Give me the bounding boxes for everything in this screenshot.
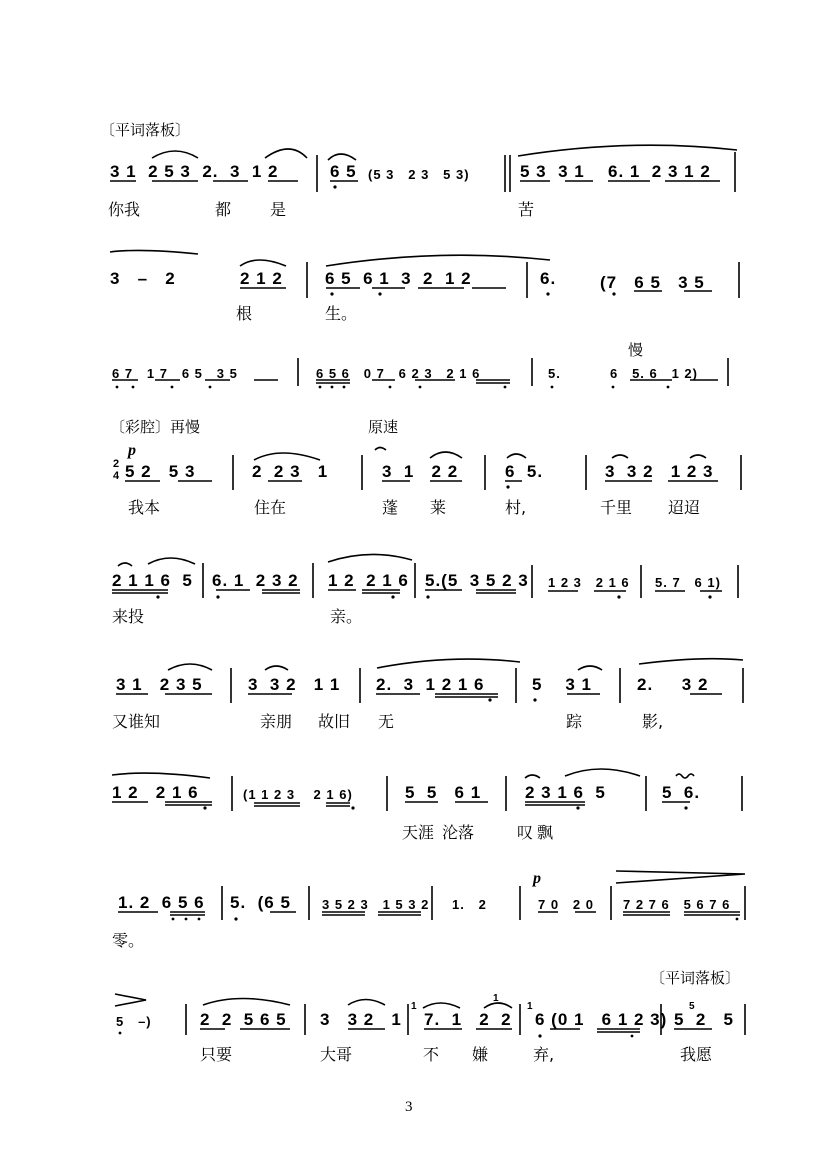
octave-dot <box>533 698 536 701</box>
lyric: 都 <box>215 200 232 219</box>
notes-s5-m3: 1 2 2 1 6 <box>328 571 409 590</box>
notes-s1-m2a: 6 5 <box>330 162 357 181</box>
notes-s2-m3a: 6. <box>540 269 557 288</box>
notes-s5-m1: 2 1 1 6 5 <box>112 571 193 590</box>
slur <box>118 563 132 566</box>
slur <box>328 154 356 160</box>
lyric: 来投 <box>112 607 145 626</box>
octave-dot <box>119 1032 122 1035</box>
slur <box>377 659 520 668</box>
octave-dot <box>351 806 354 809</box>
slur <box>326 255 550 266</box>
lyric: 我本 <box>128 498 161 517</box>
octave-dot <box>203 806 206 809</box>
slur <box>148 558 195 564</box>
notes-s1-m2b: (5 3 2 3 5 3) <box>368 167 470 182</box>
notes-s4-m1: 5 2 5 3 <box>125 462 196 481</box>
lyric: 村, <box>505 498 527 517</box>
slur <box>639 659 743 664</box>
octave-dot <box>319 386 322 389</box>
notes-s5-m6: 5. 7 6 1) <box>655 575 721 590</box>
octave-dot <box>504 386 507 389</box>
notes-s7-m5: 5 6. <box>662 783 701 802</box>
octave-dot <box>667 386 670 389</box>
notes-s6-m2: 3 3 2 1 1 <box>248 675 341 694</box>
notes-s6-m4: 5 3 1 <box>532 675 592 694</box>
dynamic-piano: p <box>533 870 541 887</box>
notes-s5-m4: 5.(5 3 5 2 3 <box>425 571 529 590</box>
octave-dot <box>506 485 509 488</box>
notes-s4-m4: 6 5. <box>505 462 544 481</box>
slur <box>518 145 737 156</box>
notes-s9-m6: 5 2 5 <box>674 1010 734 1029</box>
slur <box>254 453 320 460</box>
slur <box>168 664 212 670</box>
lyric: 你我 <box>108 200 141 219</box>
notes-s2-m1a: 3 – 2 <box>110 269 176 288</box>
lyric: 根 <box>236 304 253 323</box>
time-sig-top: 2 <box>113 458 121 470</box>
octave-dot <box>132 386 135 389</box>
notes-s3-m1: 6 7 1 7 6 5 3 5 <box>112 366 238 381</box>
slur <box>690 455 706 458</box>
octave-dot <box>538 1034 541 1037</box>
time-sig-bottom: 4 <box>113 470 121 482</box>
lyric: 不 <box>423 1045 440 1064</box>
octave-dot <box>209 386 212 389</box>
octave-dot <box>172 918 175 921</box>
slur <box>375 448 386 451</box>
notes-s1-m3b: 6. 1 2 3 1 2 <box>608 162 711 181</box>
notes-s8-m6: 7 2 7 6 5 6 7 6 <box>623 897 731 912</box>
octave-dot <box>391 595 394 598</box>
lyric: 弃, <box>533 1045 555 1064</box>
lyric: 亲朋 <box>260 712 293 731</box>
lyric: 千里 <box>600 498 633 517</box>
section-label-pingci-luoban: 〔平词落板〕 <box>100 121 191 139</box>
lyric: 故旧 <box>318 712 351 731</box>
notes-s6-m3: 2. 3 1 2 1 6 <box>376 675 485 694</box>
notes-s7-m2: (1 1 2 3 2 1 6) <box>243 787 353 802</box>
octave-dot <box>708 595 711 598</box>
grace-note: 1 <box>527 1001 534 1012</box>
slur <box>430 452 462 458</box>
slur <box>265 149 307 158</box>
octave-dot <box>333 185 336 188</box>
notes-s9-m4: 7. 1 2 2 <box>424 1010 512 1029</box>
section-label-caiqiang: 〔彩腔〕再慢 <box>110 418 201 436</box>
trill-mark <box>676 774 694 778</box>
octave-dot <box>330 292 333 295</box>
notes-s3-m3a: 5. <box>548 366 561 381</box>
notes-s5-m2: 6. 1 2 3 2 <box>212 571 299 590</box>
octave-dot <box>684 806 687 809</box>
slur <box>203 999 290 1006</box>
octave-dot <box>234 917 237 920</box>
notes-s7-m4: 2 3 1 6 5 <box>525 783 606 802</box>
page-number: 3 <box>405 1099 413 1115</box>
lyric: 影, <box>642 712 664 731</box>
slur <box>423 1003 460 1008</box>
octave-dot <box>389 386 392 389</box>
octave-dot <box>198 918 201 921</box>
lyric: 亲。 <box>330 607 363 626</box>
grace-note: 1 <box>411 1001 418 1012</box>
lyric: 踪 <box>566 712 583 731</box>
lyric: 苦 <box>518 200 535 219</box>
octave-dot <box>631 1035 634 1038</box>
notes-s8-m3: 3 5 2 3 1 5 3 2 <box>322 897 430 912</box>
slur <box>112 773 210 778</box>
lyric: 叹 <box>517 823 534 842</box>
lyric: 住在 <box>254 498 287 517</box>
lyric: 大哥 <box>320 1045 353 1064</box>
octave-dot <box>546 292 549 295</box>
notes-s9-m1: 5 –) <box>116 1014 152 1029</box>
tempo-mark-man: 慢 <box>628 341 644 359</box>
lyric: 蓬 <box>382 498 399 517</box>
notes-s6-m1: 3 1 2 3 5 <box>116 675 203 694</box>
grace-note: 5 <box>689 1001 696 1012</box>
lyric: 只要 <box>200 1045 233 1064</box>
octave-dot <box>419 386 422 389</box>
notes-s7-m1: 1 2 2 1 6 <box>112 783 199 802</box>
notes-s8-m4: 1. 2 <box>452 897 487 912</box>
notes-s8-m5: 7 0 2 0 <box>538 897 594 912</box>
lyric: 沦落 <box>442 823 475 842</box>
slur <box>525 775 540 778</box>
slur <box>348 1000 385 1006</box>
notes-s2-m1b: 2 1 2 <box>240 269 283 288</box>
slur <box>565 769 640 776</box>
lyric: 莱 <box>430 498 447 517</box>
lyric: 我愿 <box>680 1045 713 1064</box>
tempo-mark-yuansu: 原速 <box>368 418 399 436</box>
lyric: 是 <box>270 200 287 219</box>
notes-s4-m2: 2 2 3 1 <box>252 462 329 481</box>
octave-dot <box>617 595 620 598</box>
slur <box>110 250 198 254</box>
octave-dot <box>378 292 381 295</box>
lyric: 又谁知 <box>112 712 161 731</box>
octave-dot <box>488 698 491 701</box>
slur <box>578 666 602 670</box>
slur <box>265 666 288 670</box>
lyric: 天涯 <box>402 823 435 842</box>
slur <box>507 454 526 458</box>
hairpin <box>616 871 745 883</box>
notes-s5-m5: 1 2 3 2 1 6 <box>548 575 630 590</box>
lyric: 迢迢 <box>668 498 701 517</box>
notes-s2-m2: 6 5 6 1 3 2 1 2 <box>325 269 472 288</box>
octave-dot <box>156 595 159 598</box>
octave-dot <box>576 806 579 809</box>
octave-dot <box>426 595 429 598</box>
notes-s3-m3b: 6 5. 6 1 2) <box>610 366 698 381</box>
octave-dot <box>612 386 615 389</box>
notes-s9-m2: 2 2 5 6 5 <box>200 1010 287 1029</box>
notes-s9-m5: 6 (0 1 6 1 2 3) <box>535 1010 668 1029</box>
section-label-pingci-luoban: 〔平词落板〕 <box>650 969 741 987</box>
slur <box>612 455 628 458</box>
slur <box>328 554 412 562</box>
octave-dot <box>343 386 346 389</box>
notes-s7-m3: 5 5 6 1 <box>405 783 482 802</box>
notes-s2-m3b: (7 6 5 3 5 <box>600 273 705 292</box>
hairpin <box>115 994 146 1006</box>
dynamic-piano: p <box>128 442 136 459</box>
lyric: 飘 <box>537 823 554 842</box>
notes-s1-m1: 3 1 2 5 3 2. 3 1 2 <box>110 162 279 181</box>
notes-s6-m5: 2. 3 2 <box>637 675 709 694</box>
lyric: 生。 <box>325 304 358 323</box>
octave-dot <box>116 386 119 389</box>
octave-dot <box>736 918 739 921</box>
lyric: 零。 <box>112 931 145 950</box>
notes-s9-m3: 3 3 2 1 <box>320 1010 402 1029</box>
notes-s4-m5: 3 3 2 1 2 3 <box>605 462 714 481</box>
slur <box>484 1003 512 1008</box>
octave-dot <box>331 386 334 389</box>
notes-s3-m2: 6 5 6 0 7 6 2 3 2 1 6 <box>316 366 481 381</box>
slur <box>152 151 198 158</box>
octave-dot <box>171 386 174 389</box>
lyric: 无 <box>378 712 395 731</box>
notes-s8-m1: 1. 2 6 5 6 <box>118 893 205 912</box>
notes-s8-m2: 5. (6 5 <box>230 893 291 912</box>
octave-dot <box>185 918 188 921</box>
lyric: 嫌 <box>472 1045 489 1064</box>
octave-dot <box>612 292 615 295</box>
slur <box>240 260 286 266</box>
grace-note: 1 <box>493 993 500 1004</box>
octave-dot <box>551 386 554 389</box>
notes-s4-m3: 3 1 2 2 <box>382 462 459 481</box>
notes-s1-m3a: 5 3 3 1 <box>520 162 585 181</box>
octave-dot <box>216 595 219 598</box>
